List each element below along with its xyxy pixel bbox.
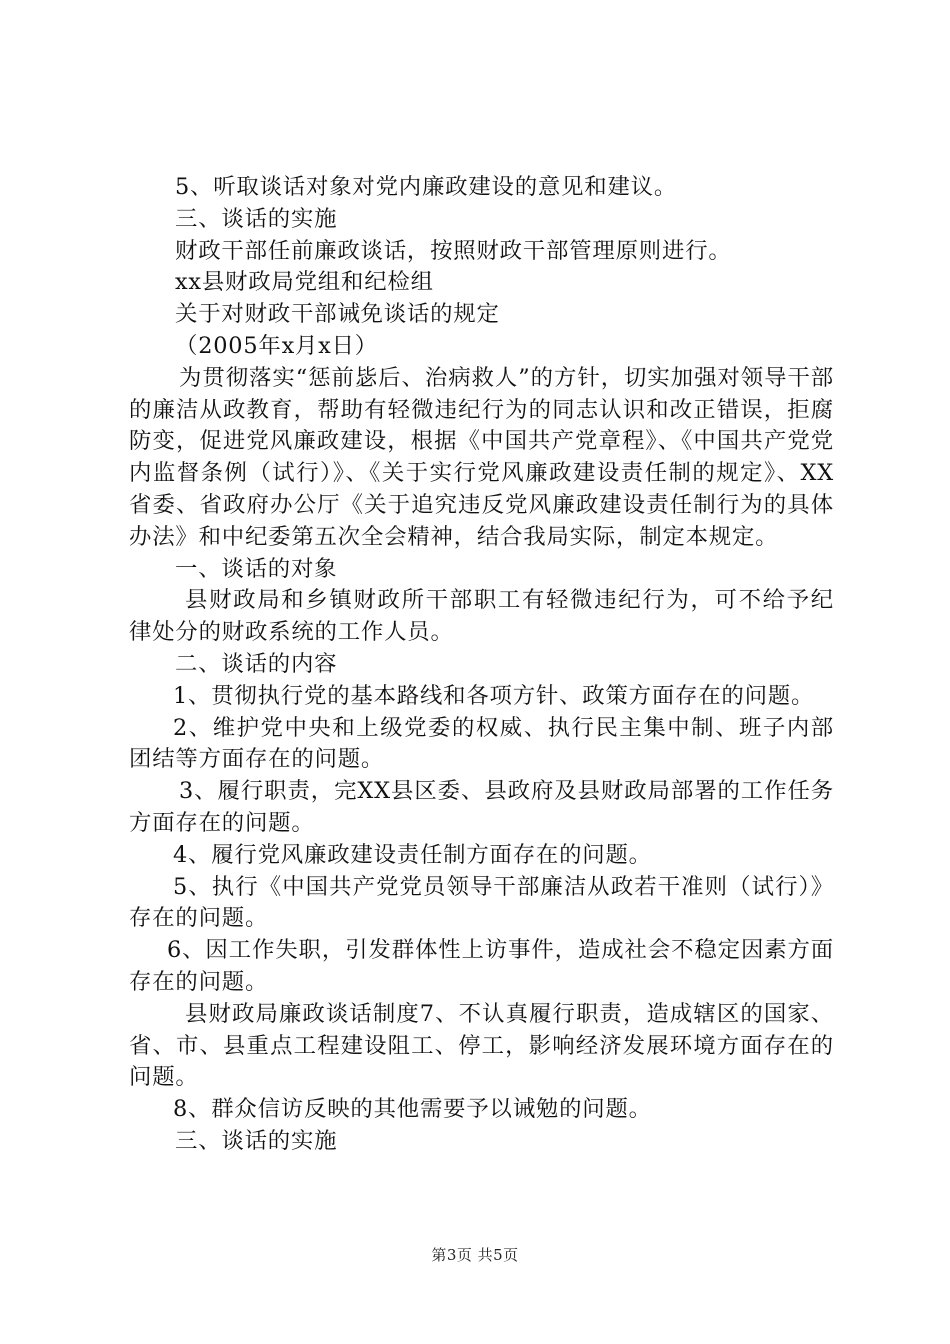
section-heading-targets: 一、谈话的对象 <box>175 555 338 582</box>
issuer-line: xx县财政局党组和纪检组 <box>175 269 434 296</box>
preamble-paragraph: 为贯彻落实“惩前毖后、治病救人”的方针，切实加强对领导干部的廉洁从政教育，帮助有轻微违纪行为的同志认识和改正错误，拒腐防变，促进党风廉政建设，根据《中国共产党章程》、《中国共产党党内监督条例（试行）》、《关于实行党风廉政建设责任制的规定》、XX省委、省政府办公厅《关于追究违反党风廉政建设责任制行为的具体办法》和中纪委第五次全会精神，结合我局实际，制定本规定。 <box>129 364 834 550</box>
content-item-7: 县财政局廉政谈话制度7、不认真履行职责，造成辖区的国家、省、市、县重点工程建设阻工、停工，影响经济发展环境方面存在的问题。 <box>129 1000 834 1091</box>
document-body <box>129 172 834 1158</box>
document-date: （2005年x月x日） <box>175 332 378 359</box>
content-item-2: 2、维护党中央和上级党委的权威、执行民主集中制、班子内部团结等方面存在的问题。 <box>129 714 834 773</box>
paragraph-pre-appointment-talk: 财政干部任前廉政谈话，按照财政干部管理原则进行。 <box>175 237 732 264</box>
content-item-4: 4、履行党风廉政建设责任制方面存在的问题。 <box>173 841 652 868</box>
content-item-5: 5、执行《中国共产党党员领导干部廉洁从政若干准则（试行）》存在的问题。 <box>129 873 834 932</box>
content-item-8: 8、群众信访反映的其他需要予以诫勉的问题。 <box>173 1096 652 1123</box>
content-item-3: 3、履行职责，完XX县区委、县政府及县财政局部署的工作任务方面存在的问题。 <box>129 778 834 836</box>
paragraph-targets: 县财政局和乡镇财政所干部职工有轻微违纪行为，可不给予纪律处分的财政系统的工作人员。 <box>129 587 834 646</box>
section-heading-content: 二、谈话的内容 <box>175 650 338 677</box>
paragraph-item-5: 5、听取谈话对象对党内廉政建设的意见和建议。 <box>175 174 678 200</box>
document-title: 关于对财政干部诫免谈话的规定 <box>175 301 500 328</box>
content-item-1: 1、贯彻执行党的基本路线和各项方针、政策方面存在的问题。 <box>173 682 815 709</box>
page-number-footer: 第3页 共5页 <box>431 1246 519 1264</box>
content-item-6: 6、因工作失职，引发群体性上访事件，造成社会不稳定因素方面存在的问题。 <box>129 937 834 995</box>
section-heading-implementation: 三、谈话的实施 <box>175 205 338 232</box>
section-heading-implementation-2: 三、谈话的实施 <box>175 1127 338 1154</box>
